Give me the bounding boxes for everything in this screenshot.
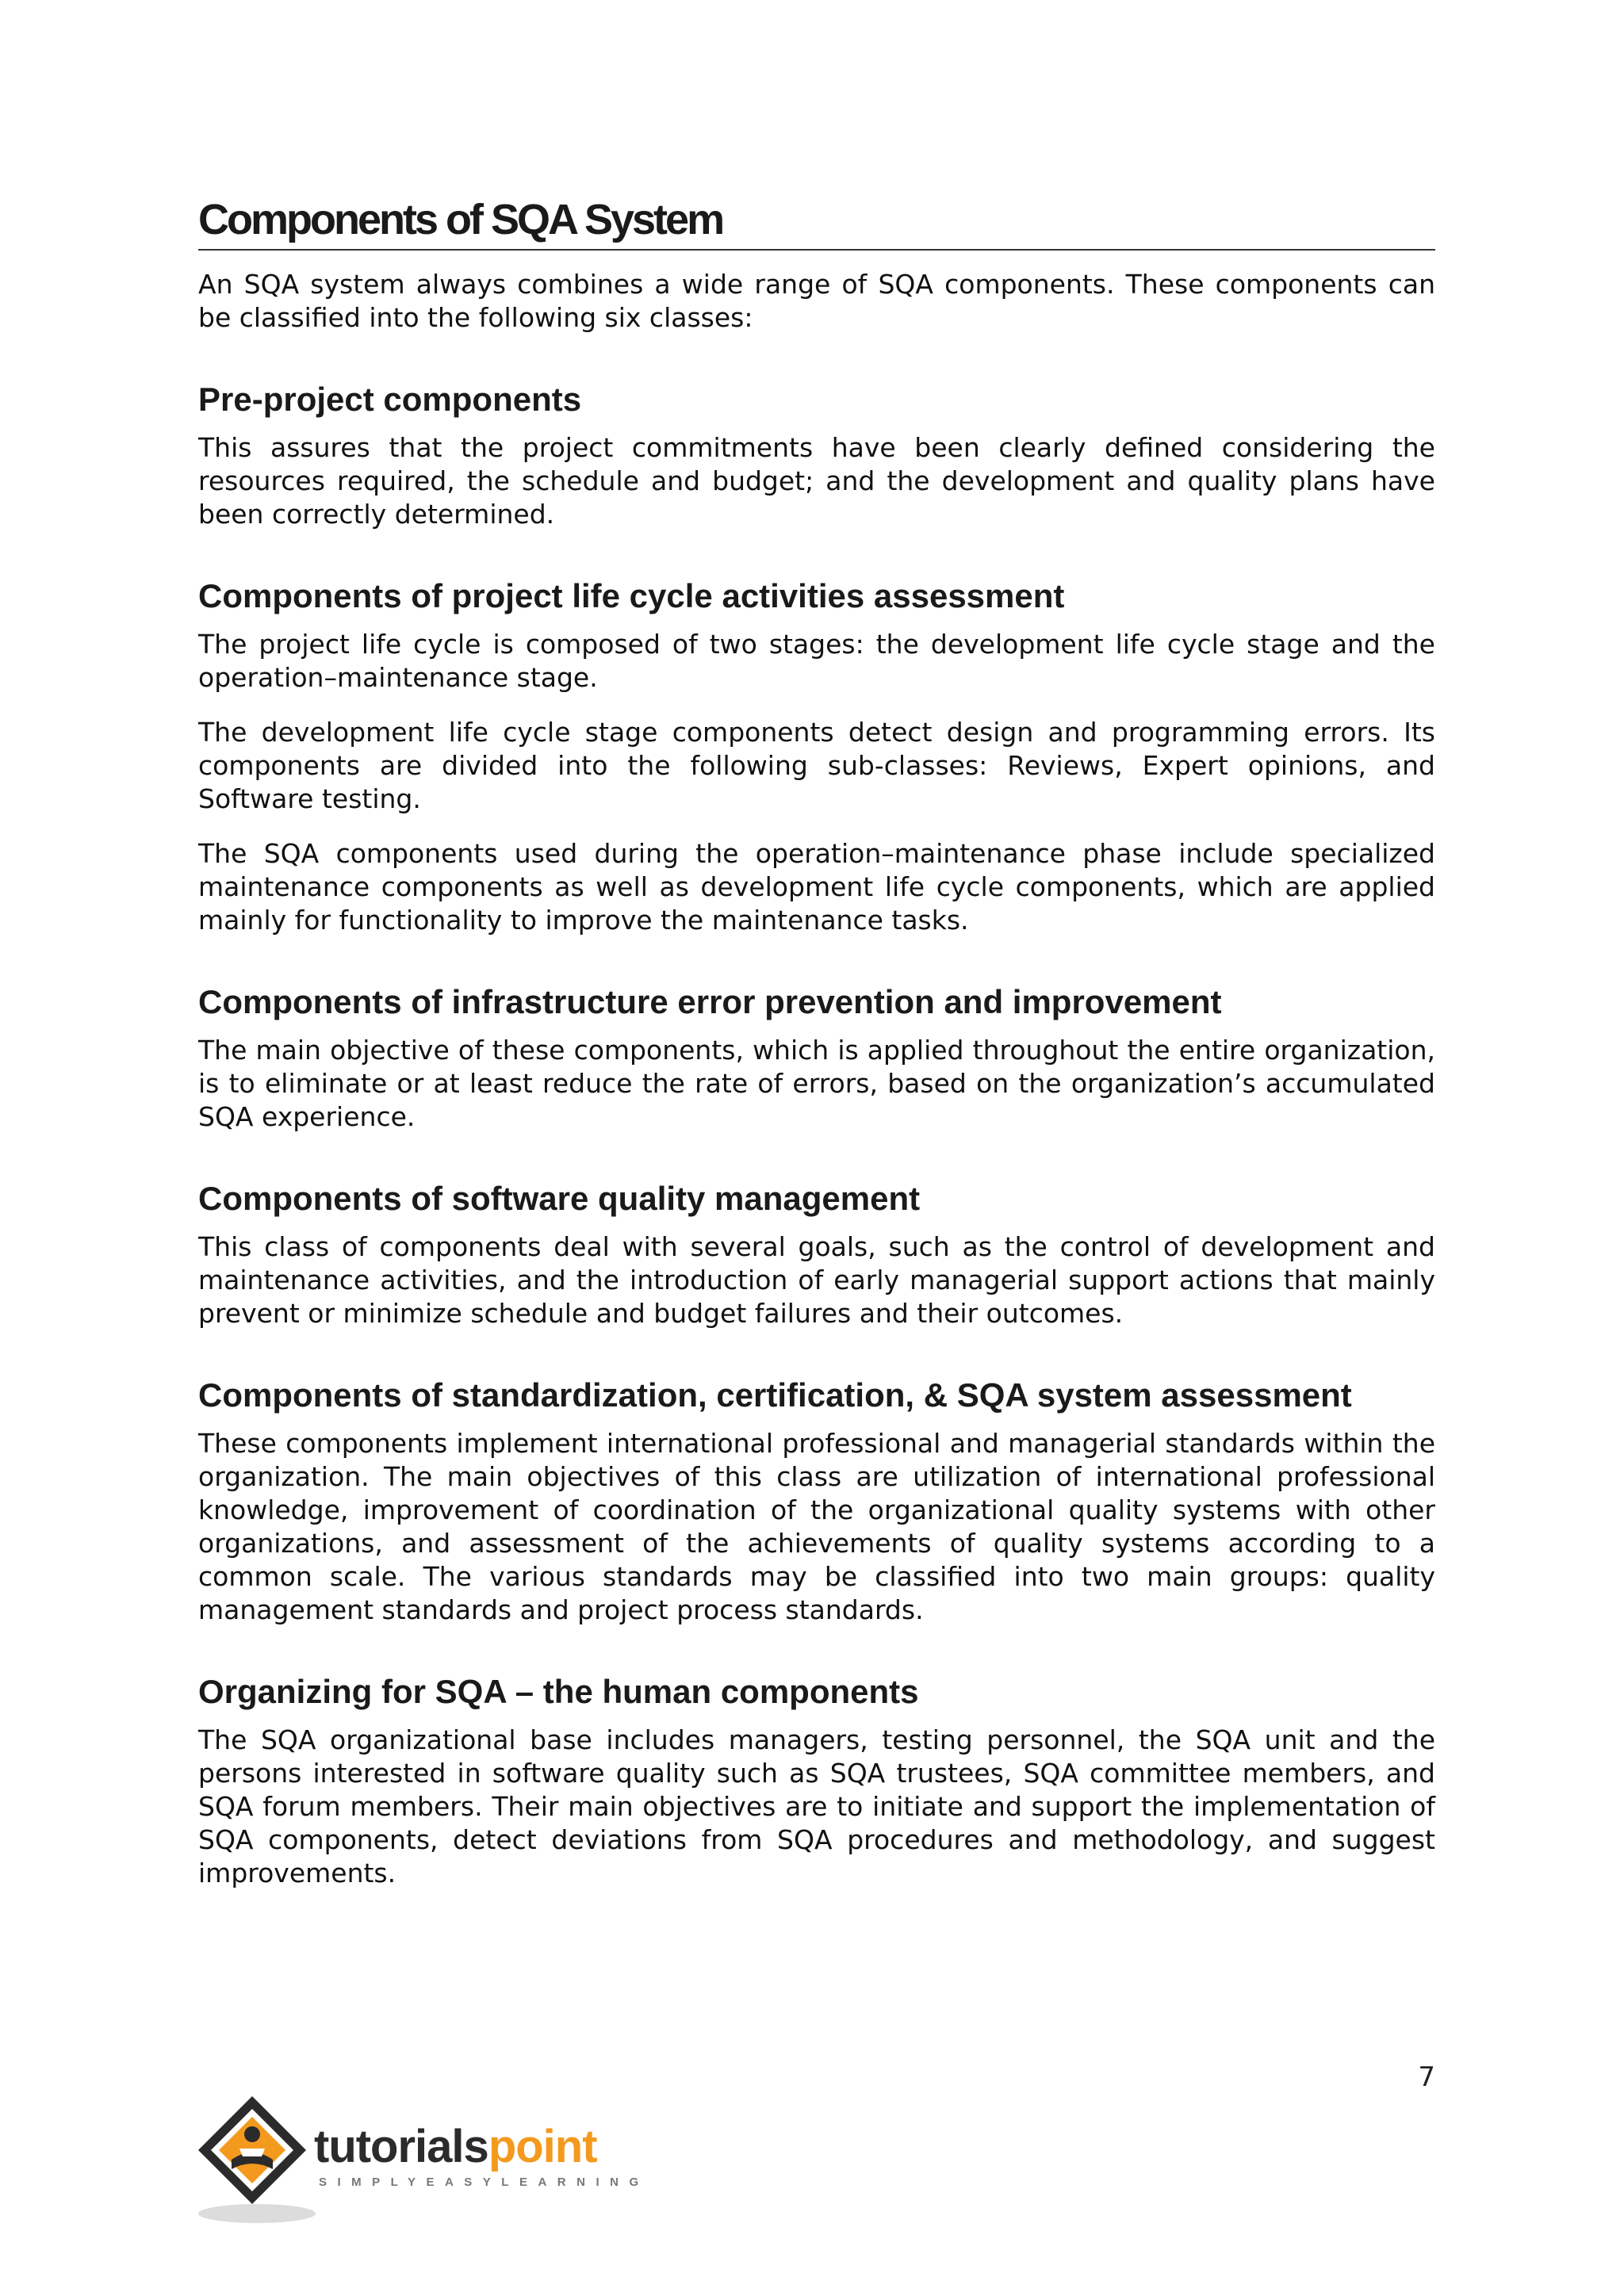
section-standardization [198, 1375, 1435, 1627]
section-paragraph: The SQA components used during the operation–maintenance phase include specialized maintenance components as well as development life cycle components, which are applied mainly for functionality to improve the maintenance tasks. [198, 838, 1435, 936]
logo-tagline: SIMPLYEASYLEARNING [319, 2175, 649, 2189]
section-life-cycle [198, 576, 1435, 937]
logo-word-point: point [488, 2121, 597, 2172]
section-heading: Components of infrastructure error prevention and improvement [198, 983, 1222, 1020]
tutorialspoint-logo-icon [195, 2093, 322, 2228]
section-heading: Components of project life cycle activities assessment [198, 577, 1065, 614]
logo-word-tutorials: tutorials [314, 2121, 488, 2172]
section-heading: Components of standardization, certification, & SQA system assessment [198, 1376, 1352, 1414]
section-heading: Components of software quality management [198, 1180, 921, 1217]
document-body [198, 268, 1435, 1911]
page-number: 7 [1418, 2061, 1435, 2093]
section-pre-project [198, 379, 1435, 531]
section-paragraph: These components implement international professional and managerial standards within the organization. The main objectives of this class are utilization of international professional knowledge, improvement of coordination of the organizational quality systems with other organizations, and assessment of the achievements of quality systems according to a common scale. The various standards may be classified into two main groups: quality management standards and project process standards. [198, 1428, 1435, 1625]
intro-paragraph: An SQA system always combines a wide range of SQA components. These components can be classified into the following six classes: [198, 269, 1435, 333]
tutorialspoint-logo [195, 2093, 649, 2228]
section-infrastructure [198, 982, 1435, 1134]
section-paragraph: The development life cycle stage components detect design and programming errors. Its components are divided into the following sub-classes: Reviews, Expert opinions, and Software testing. [198, 717, 1435, 814]
page-title: Components of SQA System [198, 193, 1435, 251]
section-heading: Pre-project components [198, 381, 582, 418]
section-heading: Organizing for SQA – the human components [198, 1673, 919, 1710]
section-paragraph: The SQA organizational base includes managers, testing personnel, the SQA unit and the persons interested in software quality such as SQA trustees, SQA committee members, and SQA forum members. Their main objectives are to initiate and support the implementation of SQA components, detect deviations from SQA procedures and methodology, and suggest improvements. [198, 1724, 1435, 1888]
logo-wordmark [314, 2123, 597, 2171]
section-paragraph: This assures that the project commitments have been clearly defined considering the resources required, the schedule and budget; and the development and quality plans have been correctly determined. [198, 432, 1435, 530]
section-paragraph: This class of components deal with several goals, such as the control of development and maintenance activities, and the introduction of early managerial support actions that mainly prevent or minimize schedule and budget failures and their outcomes. [198, 1231, 1435, 1329]
section-paragraph: The project life cycle is composed of two stages: the development life cycle stage and the operation–maintenance stage. [198, 629, 1435, 693]
section-quality-management [198, 1178, 1435, 1330]
section-paragraph: The main objective of these components, which is applied throughout the entire organization, is to eliminate or at least reduce the rate of errors, based on the organization’s accumulated SQA experience. [198, 1035, 1435, 1132]
section-human-components [198, 1671, 1435, 1890]
